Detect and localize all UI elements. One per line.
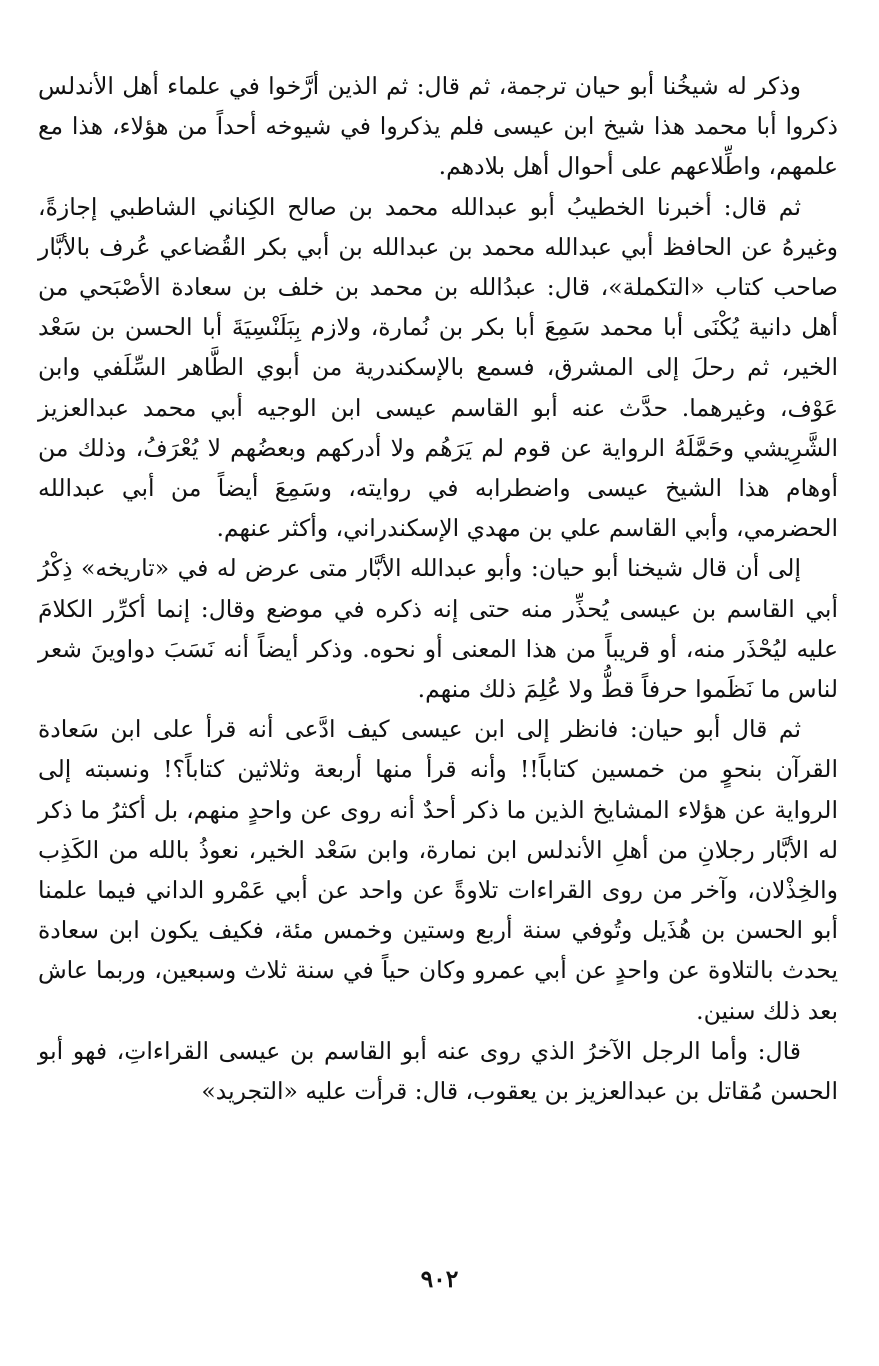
body-text bbox=[38, 66, 838, 1111]
page-number: ٩٠٢ bbox=[420, 1265, 459, 1293]
paragraph: وذكر له شيخُنا أبو حيان ترجمة، ثم قال: ثم الذين أرَّخوا في علماء أهل الأندلس ذكروا أبا محمد هذا شيخ ابن عيسى فلم يذكروا في شيوخه أحداً من هؤلاء، هذا مع علمهم، واطِّلاعهم على أحوال أهل بلادهم. bbox=[38, 72, 838, 181]
paragraph: إلى أن قال شيخنا أبو حيان: وأبو عبدالله الأبَّار متى عرض له في «تاريخه» ذِكْرُ أبي القاسم بن عيسى يُحذِّر منه حتى إنه ذكره في موضع وقال: إنما أكرِّر الكلامَ عليه ليُحْذَر منه، أو قريباً من هذا المعنى أو نحوه. وذكر أيضاً أنه نَسَبَ دواوينَ شعر لناس ما نَظَموا حرفاً قطُّ ولا عُلِمَ ذلك منهم. bbox=[38, 554, 838, 704]
paragraph: ثم قال أبو حيان: فانظر إلى ابن عيسى كيف ادَّعى أنه قرأ على ابن سَعادة القرآن بنحوٍ من خمسين كتاباً!! وأنه قرأ منها أربعة وثلاثين كتاباً؟! ونسبته إلى الرواية عن هؤلاء المشايخ الذين ما ذكر أحدٌ أنه روى عن واحدٍ منهم، بل أكثرُ ما ذكر له الأبَّار رجلانِ من أهلِ الأندلس ابن نمارة، وابن سَعْد الخير، نعوذُ بالله من الكَذِب والخِذْلان، وآخر من روى القراءات تلاوةً عن واحد عن أبي عَمْرو الداني فيما علمنا أبو الحسن بن هُذَيل وتُوفي سنة أربع وستين وخمس مئة، فكيف يكون ابن سعادة يحدث بالتلاوة عن واحدٍ عن أبي عمرو وكان حياً في سنة ثلاث وسبعين، وربما عاش بعد ذلك سنين. bbox=[38, 715, 838, 1025]
paragraph: قال: وأما الرجل الآخرُ الذي روى عنه أبو القاسم بن عيسى القراءاتِ، فهو أبو الحسن مُقاتل بن عبدالعزيز بن يعقوب، قال: قرأت عليه «التجريد» bbox=[38, 1036, 838, 1106]
paragraph: ثم قال: أخبرنا الخطيبُ أبو عبدالله محمد بن صالح الكِناني الشاطبي إجازةً، وغيرهُ عن الحافظ أبي عبدالله محمد بن عبدالله بن أبي بكر القُضاعي عُرف بالأبَّار صاحب كتاب «التكملة»، قال: عبدُالله بن محمد بن خلف بن سعادة الأصْبَحي من أهل دانية يُكْنَى أبا محمد سَمِعَ أبا بكر بن نُمارة، ولازم بِبَلَنْسِيَةَ أبا الحسن بن سَعْد الخير، ثم رحلَ إلى المشرق، فسمع بالإسكندرية من أبوي الطَّاهر السِّلَفي وابن عَوْف، وغيرهما. حدَّث عنه أبو القاسم عيسى ابن الوجيه أبي محمد عبدالعزيز الشَّرِيشي وحَمَّلَهُ الرواية عن قوم لم يَرَهُم ولا أدركهم وبعضُهم لا يُعْرَفُ، وذلك من أوهام هذا الشيخ عيسى واضطرابه في روايته، وسَمِعَ أيضاً من أبي عبدالله الحضرمي، وأبي القاسم علي بن مهدي الإسكندراني، وأكثر عنهم. bbox=[38, 192, 838, 543]
